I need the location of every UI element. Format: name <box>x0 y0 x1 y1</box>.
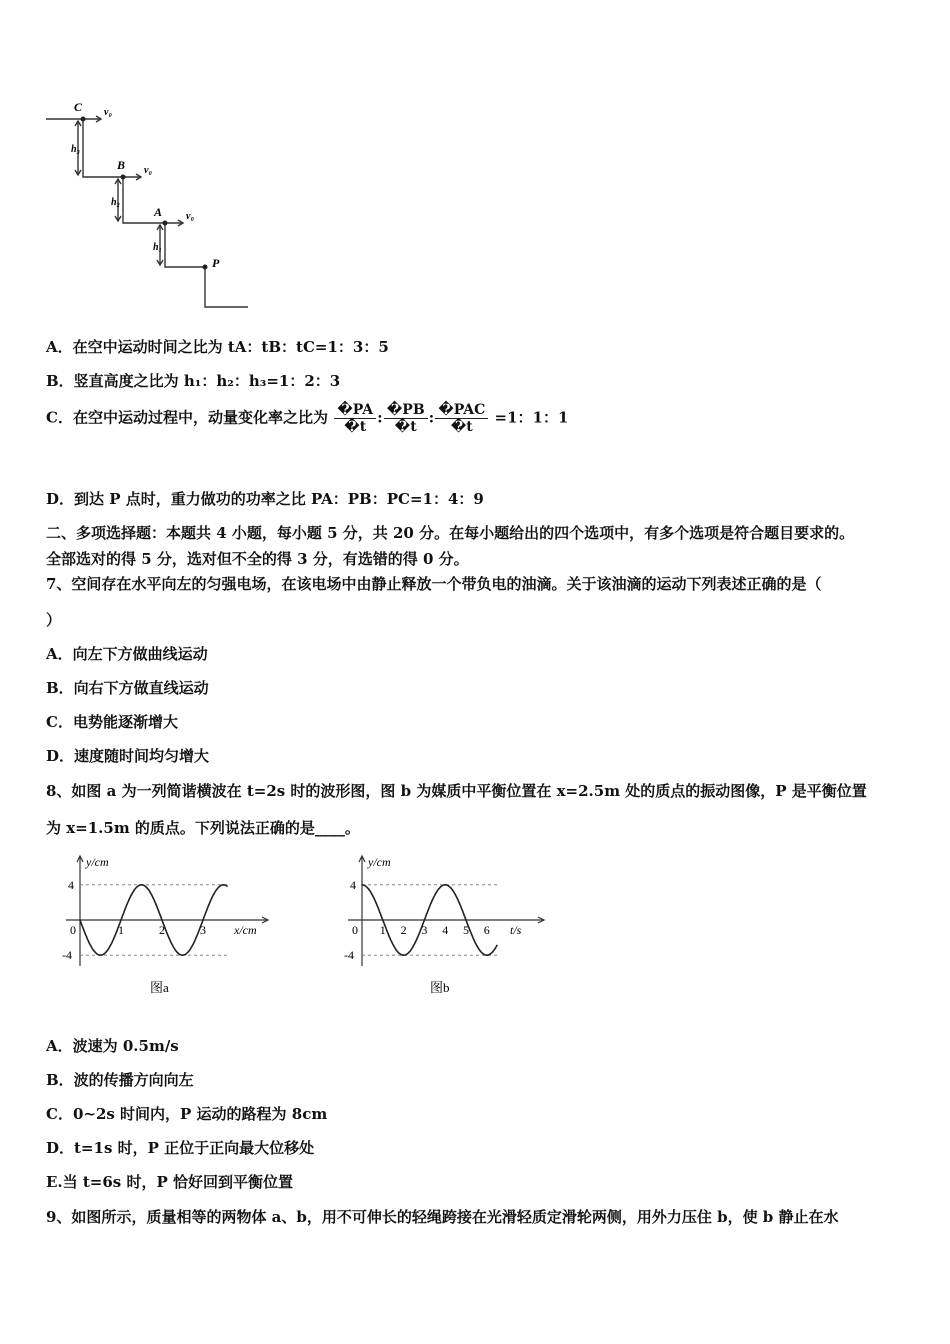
x-tick-label: 3 <box>200 923 206 937</box>
stairs-figure <box>40 95 260 315</box>
fraction-pb <box>384 402 428 435</box>
q6-option-c: C．在空中运动过程中，动量变化率之比为 $\frac{�PA}{�t}$ : $\frac{�PB}{�t}$ : $\frac{\text{�PAC}}{�t}$ =1：1：1 <box>46 402 569 435</box>
data-point <box>161 919 163 921</box>
label-h3: h₃ <box>71 144 81 155</box>
point-a <box>163 221 168 226</box>
data-point <box>182 954 184 956</box>
label-p: P <box>212 256 220 270</box>
fraction-pac-den: �t <box>450 419 473 435</box>
q8-option-c: C．0~2s 时间内，P 运动的路程为 8cm <box>46 1105 328 1123</box>
y-tick-label: 4 <box>350 877 356 892</box>
q6-option-c-prefix: C．在空中运动过程中，动量变化率之比为 <box>46 408 328 427</box>
data-point <box>202 919 204 921</box>
label-v0-b: v₀ <box>144 165 152 176</box>
fraction-pac-num: �PAC <box>435 402 488 419</box>
data-point <box>120 919 122 921</box>
q8-stem-line2: 为 x=1.5m 的质点。下列说法正确的是____。 <box>46 819 360 837</box>
data-point <box>100 954 102 956</box>
fraction-pa <box>334 402 376 435</box>
vibration-chart-b <box>330 850 550 1005</box>
y-tick-label: 4 <box>68 877 74 892</box>
q7-option-a: A．向左下方做曲线运动 <box>46 645 208 663</box>
q6-option-c-suffix: =1：1：1 <box>494 408 569 427</box>
x-tick-label: 5 <box>463 923 469 937</box>
q8-option-e: E.当 t=6s 时，P 恰好回到平衡位置 <box>46 1173 293 1191</box>
x-tick-label: 0 <box>70 923 76 937</box>
label-c: C <box>74 100 83 114</box>
data-point <box>79 919 81 921</box>
x-axis-label: t/s <box>510 923 522 937</box>
fraction-pac <box>435 402 488 435</box>
data-point <box>403 954 405 956</box>
wave-chart-a <box>50 850 280 1005</box>
q7-option-c: C．电势能逐渐增大 <box>46 713 178 731</box>
y-axis-label: y/cm <box>86 855 109 869</box>
y-tick-label: -4 <box>62 948 72 963</box>
x-tick-label: 1 <box>379 923 386 937</box>
data-point <box>465 919 467 921</box>
fraction-pa-den: �t <box>344 419 367 435</box>
q7-stem-line2: ） <box>46 611 62 629</box>
x-tick-label: 6 <box>483 923 490 937</box>
data-point <box>444 884 446 886</box>
q8-stem-line1: 8、如图 a 为一列简谐横波在 t=2s 时的波形图，图 b 为媒质中平衡位置在 x=2.5m 处的质点的振动图像，P 是平衡位置 <box>46 782 867 800</box>
y-axis-label: y/cm <box>368 855 391 869</box>
q6-option-a: A．在空中运动时间之比为 tA：tB：tC=1：3：5 <box>46 338 389 356</box>
fraction-pa-num: �PA <box>334 402 376 419</box>
label-h1: h₁ <box>153 242 163 253</box>
point-c <box>81 117 86 122</box>
chart-caption: 图a <box>150 980 169 995</box>
fraction-pb-num: �PB <box>384 402 428 419</box>
x-tick-label: 3 <box>421 923 428 937</box>
label-b: B <box>117 158 126 172</box>
x-tick-label: 0 <box>352 923 358 937</box>
q6-option-b: B．竖直高度之比为 h₁：h₂：h₃=1：2：3 <box>46 372 341 390</box>
q8-option-b: B．波的传播方向向左 <box>46 1071 194 1089</box>
q8-option-a: A．波速为 0.5m/s <box>46 1037 179 1055</box>
section2-line1: 二、多项选择题：本题共 4 小题，每小题 5 分，共 20 分。在每小题给出的四个选项中，有多个选项是符合题目要求的。 <box>46 524 855 542</box>
q8-option-d: D．t=1s 时，P 正位于正向最大位移处 <box>46 1139 315 1157</box>
q7-stem-line1: 7、空间存在水平向左的匀强电场，在该电场中由静止释放一个带负电的油滴。关于该油滴的运动下列表述正确的是（ <box>46 575 822 593</box>
label-v0-c: v₀ <box>104 107 112 118</box>
label-a: A <box>154 205 163 219</box>
data-point <box>382 919 384 921</box>
data-point <box>361 884 363 886</box>
q9-stem-line1: 9、如图所示，质量相等的两物体 a、b，用不可伸长的轻绳跨接在光滑轻质定滑轮两侧，用外力压住 b，使 b 静止在水 <box>46 1208 839 1226</box>
point-p <box>203 265 208 270</box>
fraction-pb-den: �t <box>394 419 417 435</box>
q7-option-b: B．向右下方做直线运动 <box>46 679 209 697</box>
data-point <box>424 919 426 921</box>
section2-line2: 全部选对的得 5 分，选对但不全的得 3 分，有选错的得 0 分。 <box>46 550 469 568</box>
label-h2: h₂ <box>111 197 121 208</box>
chart-caption: 图b <box>430 980 450 995</box>
point-b <box>121 175 126 180</box>
data-point <box>486 954 488 956</box>
x-tick-label: 2 <box>159 923 165 937</box>
x-axis-label: x/cm <box>234 923 257 937</box>
y-tick-label: -4 <box>344 948 354 963</box>
data-point <box>141 884 143 886</box>
q7-option-d: D．速度随时间均匀增大 <box>46 747 210 765</box>
x-tick-label: 1 <box>118 923 124 937</box>
q6-option-d: D．到达 P 点时，重力做功的功率之比 PA：PB：PC=1：4：9 <box>46 490 484 508</box>
x-tick-label: 2 <box>400 923 407 937</box>
x-tick-label: 4 <box>442 923 449 937</box>
data-point <box>223 884 225 886</box>
label-v0-a: v₀ <box>186 211 194 222</box>
